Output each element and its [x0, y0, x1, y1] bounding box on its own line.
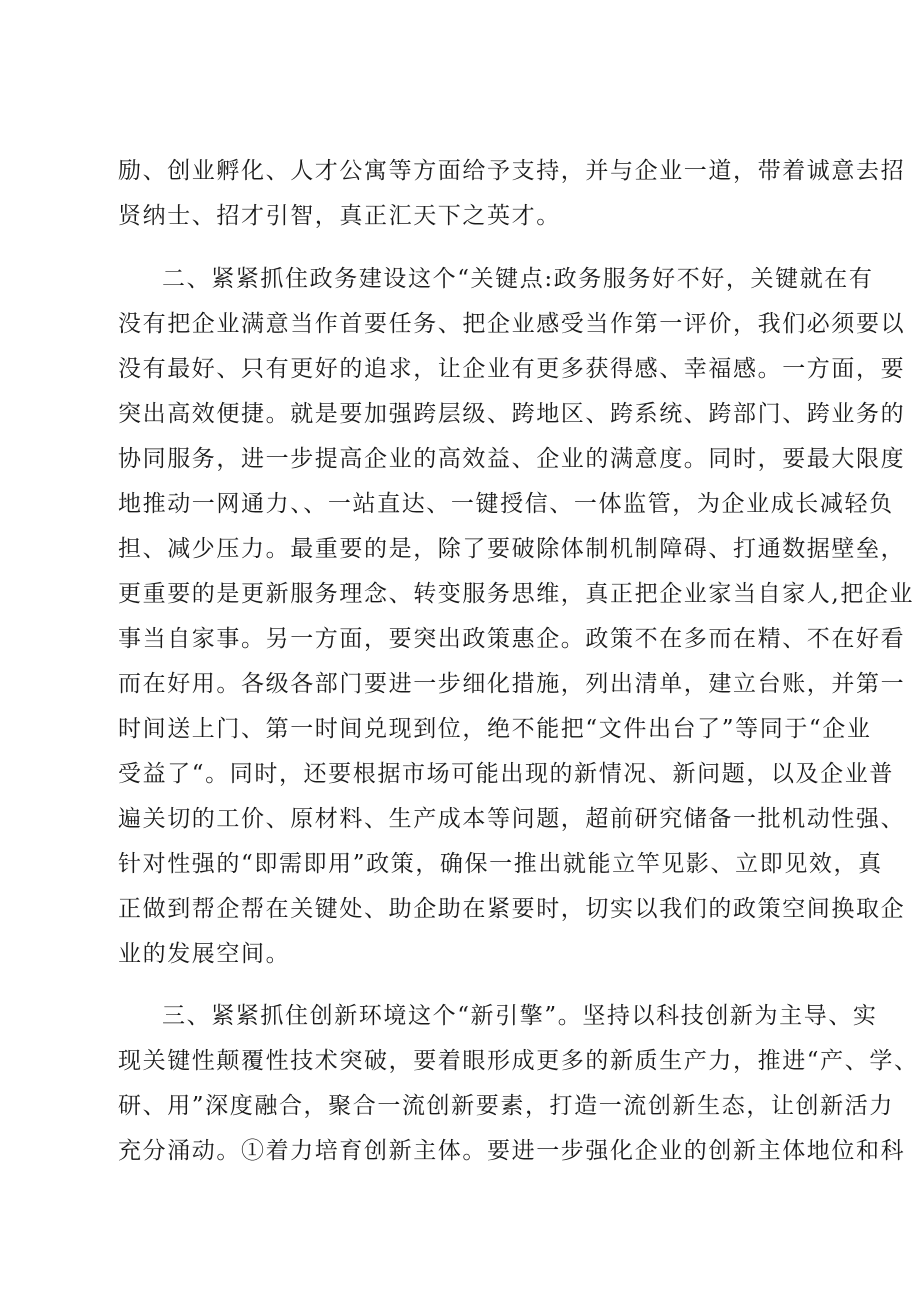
text-line-2: 贤纳士、招才引智，真正汇天下之英才。	[118, 203, 561, 229]
text-line-15: 遍关切的工价、原材料、生产成本等问题，超前研究储备一批机动性强、	[118, 806, 906, 832]
text-line-8: 地推动一网通力、、一站直达、一键授信、一体监管，为企业成长减轻负	[118, 491, 894, 517]
text-line-16: 针对性强的“即需即用”政策，确保一推出就能立竿见影、立即见效，真	[118, 851, 883, 877]
text-line-4: 没有把企业满意当作首要任务、把企业感受当作第一评价，我们必须要以	[118, 311, 906, 337]
text-line-20: 现关键性颠覆性技术突破，要着眼形成更多的新质生产力，推进“产、学、	[118, 1048, 919, 1074]
text-line-5: 没有最好、只有更好的追求，让企业有更多获得感、幸福感。一方面，要	[118, 356, 906, 382]
text-line-22: 充分涌动。①着力培育创新主体。要进一步强化企业的创新主体地位和科	[118, 1138, 906, 1164]
text-line-1: 励、创业孵化、人才公寓等方面给予支持，并与企业一道，带着诚意去招	[118, 158, 906, 184]
text-line-21: 研、用”深度融合，聚合一流创新要素，打造一流创新生态，让创新活力	[118, 1093, 894, 1119]
text-line-13: 时间送上门、第一时间兑现到位，绝不能把“文件出台了”等同于“企业	[118, 716, 872, 742]
text-line-6: 突出高效便捷。就是要加强跨层级、跨地区、跨系统、跨部门、跨业务的	[118, 401, 906, 427]
text-line-17: 正做到帮企帮在关键处、助企助在紧要时，切实以我们的政策空间换取企	[118, 896, 906, 922]
text-line-14: 受益了“。同时，还要根据市场可能出现的新情况、新问题，以及企业普	[118, 761, 894, 787]
text-line-18: 业的发展空间。	[118, 941, 291, 967]
text-line-9: 担、减少压力。最重要的是，除了要破除体制机制障碍、打通数据壁垒，	[118, 536, 906, 562]
text-line-12: 而在好用。各级各部门要进一步细化措施，列出清单，建立台账，并第一	[118, 671, 906, 697]
section-three-heading-line: 三、紧紧抓住创新环境这个“新引擎”。坚持以科技创新为主导、实	[162, 1003, 878, 1029]
section-two-heading-line: 二、紧紧抓住政务建设这个“关键点:政务服务好不好，关键就在有	[162, 266, 874, 292]
text-line-11: 事当自家事。另一方面，要突出政策惠企。政策不在多而在精、不在好看	[118, 626, 906, 652]
text-line-10: 更重要的是更新服务理念、转变服务思维，真正把企业家当自家人,把企业	[118, 581, 915, 607]
text-line-7: 协同服务，进一步提高企业的高效益、企业的满意度。同时，要最大限度	[118, 446, 906, 472]
